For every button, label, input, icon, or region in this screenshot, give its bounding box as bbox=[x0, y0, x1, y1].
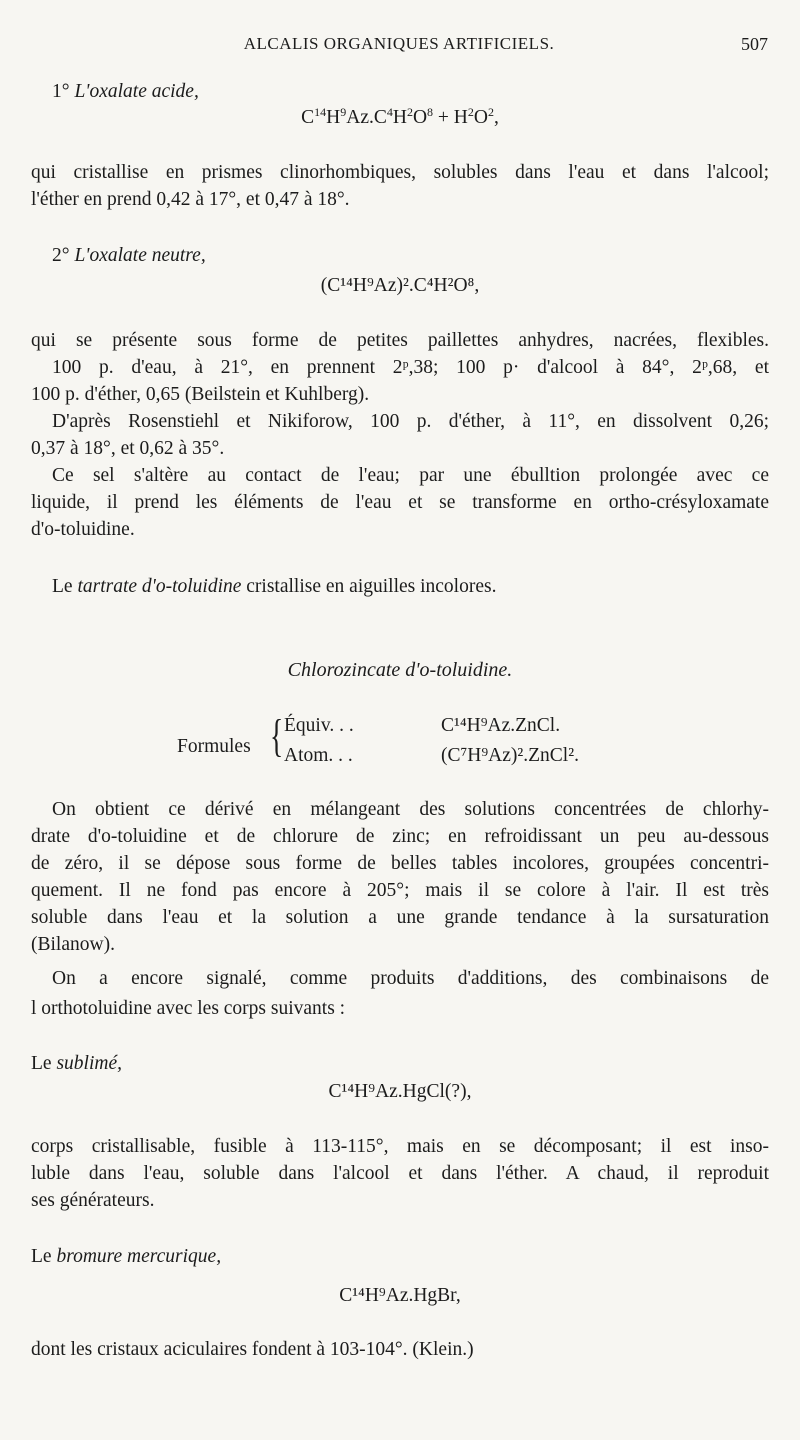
sublime-formula: C¹⁴H⁹Az.HgCl(?), bbox=[328, 1081, 472, 1102]
text-line: liquide, il prend les éléments de l'eau et se transforme en ortho-crésyloxamate bbox=[31, 492, 769, 513]
text-line: 100 p. d'éther, 0,65 (Beilstein et Kuhlberg). bbox=[31, 384, 370, 405]
formula-equiv: C¹⁴H⁹Az.ZnCl. bbox=[441, 715, 561, 736]
sublime-label: Le sublimé, bbox=[31, 1053, 122, 1074]
oxalate-neutre-formula: (C¹⁴H⁹Az)².C⁴H²O⁸, bbox=[320, 275, 480, 296]
formules-label: Formules bbox=[177, 736, 251, 757]
text-line: (Bilanow). bbox=[31, 934, 115, 955]
text-line: l'éther en prend 0,42 à 17°, et 0,47 à 18°. bbox=[31, 189, 350, 210]
text-line: qui cristallise en prismes clinorhombiques, solubles dans l'eau et dans l'alcool; bbox=[31, 162, 769, 183]
text-line: soluble dans l'eau et la solution a une grande tendance à la sursaturation bbox=[31, 907, 769, 928]
formula-equiv-label: Équiv. . . bbox=[284, 715, 354, 736]
brace-symbol: { bbox=[270, 710, 284, 761]
running-title: ALCALIS ORGANIQUES ARTIFICIELS. bbox=[243, 34, 555, 53]
text-line: Ce sel s'altère au contact de l'eau; par une ébulltion prolongée avec ce bbox=[52, 465, 769, 486]
formula-atom: (C⁷H⁹Az)².ZnCl². bbox=[441, 745, 579, 766]
text-line: luble dans l'eau, soluble dans l'alcool et dans l'éther. A chaud, il reproduit bbox=[31, 1163, 769, 1184]
tartrate-line: Le tartrate d'o-toluidine cristallise en aiguilles incolores. bbox=[52, 576, 497, 597]
text-line: ses générateurs. bbox=[31, 1190, 155, 1211]
page-number: 507 bbox=[741, 34, 768, 54]
text-line: d'o-toluidine. bbox=[31, 519, 135, 540]
text-line: qui se présente sous forme de petites paillettes anhydres, nacrées, flexibles. bbox=[31, 330, 769, 351]
text-line: On obtient ce dérivé en mélangeant des solutions concentrées de chlorhy- bbox=[52, 799, 769, 820]
oxalate-neutre-label: 2° L'oxalate neutre, bbox=[52, 245, 206, 266]
text-line: 100 p. d'eau, à 21°, en prennent 2ᵖ,38; 100 p· d'alcool à 84°, 2ᵖ,68, et bbox=[52, 357, 769, 378]
text-line: D'après Rosenstiehl et Nikiforow, 100 p. d'éther, à 11°, en dissolvent 0,26; bbox=[52, 411, 769, 432]
text-line: On a encore signalé, comme produits d'additions, des combinaisons de bbox=[52, 968, 769, 989]
page-header bbox=[30, 34, 768, 58]
text-line: dont les cristaux aciculaires fondent à 103-104°. (Klein.) bbox=[31, 1339, 474, 1360]
bromure-label: Le bromure mercurique, bbox=[31, 1246, 222, 1267]
formula-atom-label: Atom. . . bbox=[284, 745, 353, 766]
text-line: corps cristallisable, fusible à 113-115°, mais en se décomposant; il est inso- bbox=[31, 1136, 769, 1157]
text-line: l orthotoluidine avec les corps suivants : bbox=[31, 998, 346, 1019]
oxalate-acide-label: 1° L'oxalate acide, bbox=[52, 81, 199, 102]
text-line: de zéro, il se dépose sous forme de belles tables incolores, groupées concentri- bbox=[31, 853, 769, 874]
oxalate-acide-formula: $C^{14}H^9Az.C^4H^2O^8 + H^2O^2$, bbox=[301, 105, 499, 128]
text-line: quement. Il ne fond pas encore à 205°; mais il se colore à l'air. Il est très bbox=[31, 880, 769, 901]
bromure-formula: C¹⁴H⁹Az.HgBr, bbox=[339, 1285, 461, 1306]
text-line: 0,37 à 18°, et 0,62 à 35°. bbox=[31, 438, 225, 459]
text-line: drate d'o-toluidine et de chlorure de zinc; en refroidissant un peu au-dessous bbox=[31, 826, 769, 847]
chlorozincate-heading: Chlorozincate d'o-toluidine. bbox=[287, 659, 513, 681]
